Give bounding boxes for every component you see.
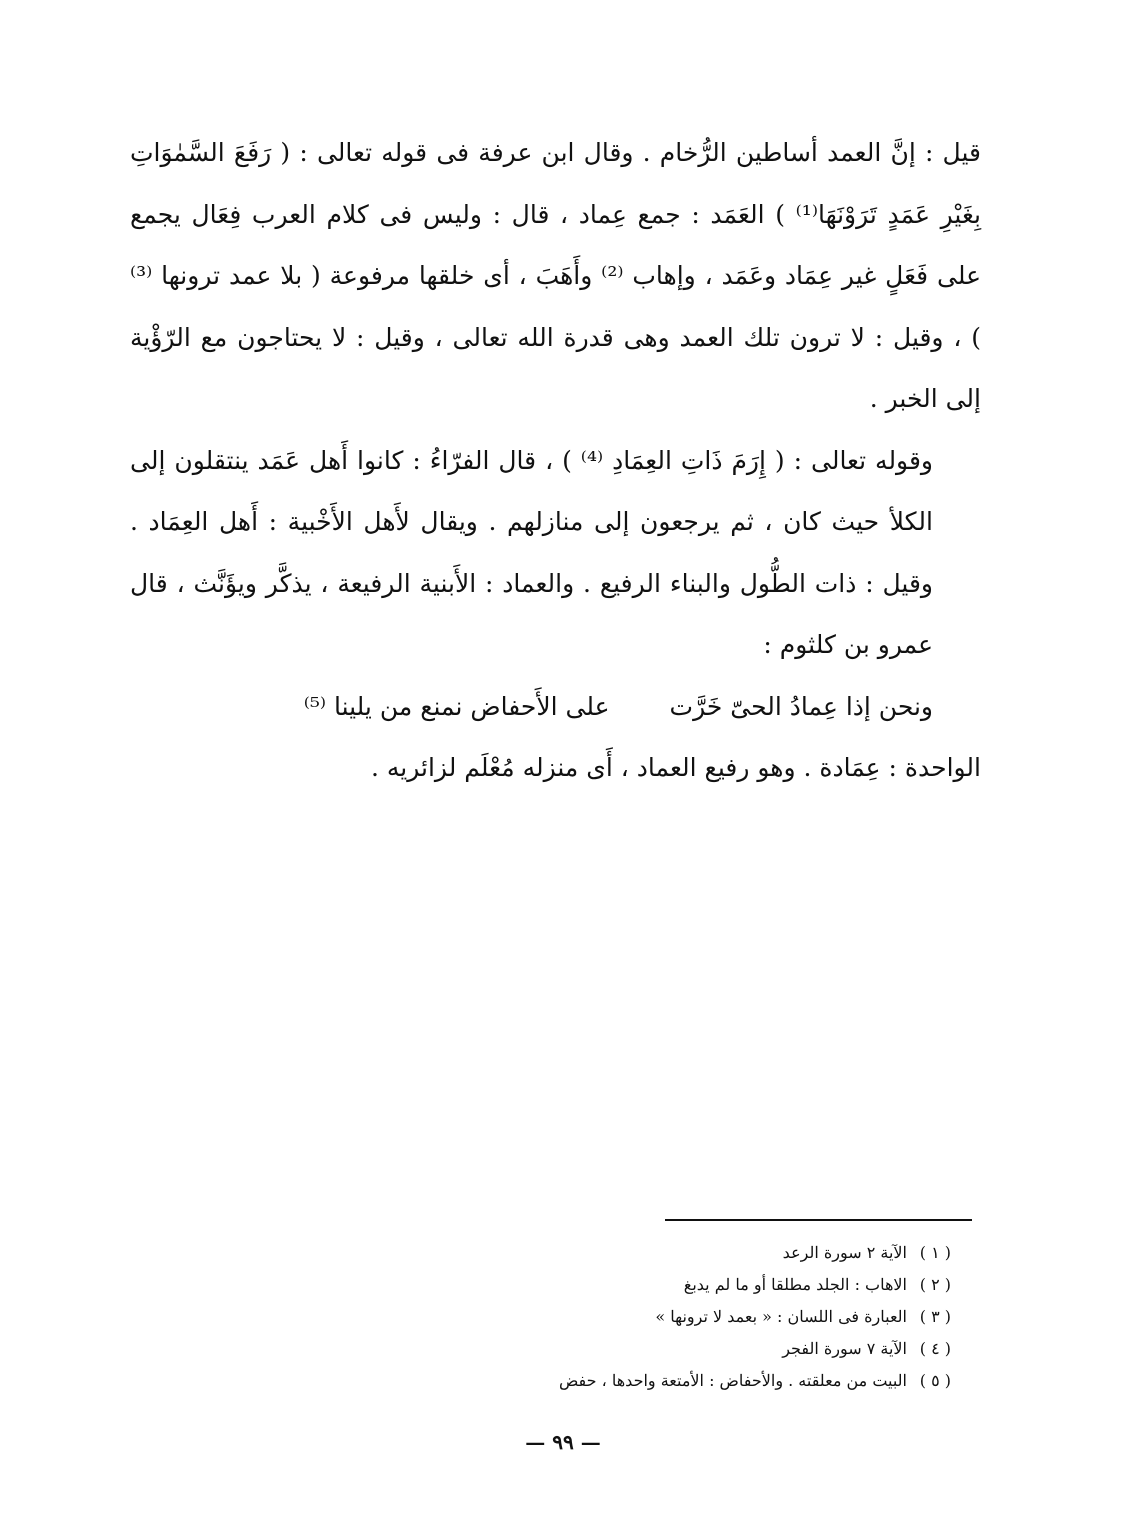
footnote-5 xyxy=(300,1365,951,1397)
footnote-3 xyxy=(300,1301,951,1333)
paragraph-1: قيل : إنَّ العمد أساطين الرُّخام . وقال ابن عرفة فى قوله تعالى : ( رَفَعَ السَّمٰوَاتِ بِغَيْرِ عَمَدٍ تَرَوْنَهَا⁽¹⁾ ) العَمَد : جمع عِماد ، قال : وليس فى كلام العرب فِعَال يجمع على فَعَلٍ غير عِمَاد وعَمَد ، وإهاب ⁽²⁾ وأَهَبَ ، أى خلقها مرفوعة ( بلا عمد ترونها ⁽³⁾ ) ، وقيل : لا ترون تلك العمد وهى قدرة الله تعالى ، وقيل : لا يحتاجون مع الرّؤْية إلى الخبر . xyxy=(130,138,982,413)
footnote-2 xyxy=(300,1269,951,1301)
verse-first-hemistich: ونحن إذا عِمادُ الحىّ خَرَّت xyxy=(669,691,933,721)
closing-paragraph: الواحدة : عِمَادة . وهو رفيع العماد ، أَى منزله مُعْلَم لزائريه . xyxy=(370,753,981,782)
paragraph-2: وقوله تعالى : ( إِرَمَ ذَاتِ العِمَادِ ⁽⁴⁾ ) ، قال الفرّاءُ : كانوا أَهل عَمَد ينتقلون إلى الكلأ حيث كان ، ثم يرجعون إلى منازلهم . ويقال لأَهل الأَخْبية : أَهل العِمَاد . وقيل : ذات الطُّول والبناء الرفيع . والعماد : الأَبنية الرفيعة ، يذكَّر ويؤَنَّث ، قال عمرو بن كلثوم : xyxy=(130,445,933,659)
main-text xyxy=(130,122,981,799)
footnotes-section xyxy=(300,1237,951,1397)
footnote-number: ( ٤ ) xyxy=(919,1339,951,1358)
footnote-text: البيت من معلقته . والأحفاض : الأمتعة واحدها ، حفض xyxy=(558,1371,907,1390)
footnote-number: ( ٢ ) xyxy=(919,1275,951,1294)
page-number: — ٩٩ — xyxy=(525,1430,601,1454)
footnote-text: العبارة فى اللسان : « بعمد لا ترونها » xyxy=(655,1307,907,1326)
footnote-text: الآية ٧ سورة الفجر xyxy=(782,1339,907,1358)
poetry-verse xyxy=(130,676,981,738)
footnote-1 xyxy=(300,1237,951,1269)
footnote-number: ( ١ ) xyxy=(919,1243,951,1262)
footnote-number: ( ٥ ) xyxy=(919,1371,951,1390)
footnote-divider xyxy=(665,1219,972,1221)
footnote-text: الآية ٢ سورة الرعد xyxy=(782,1243,907,1262)
footnote-4 xyxy=(300,1333,951,1365)
footnote-number: ( ٣ ) xyxy=(919,1307,951,1326)
verse-second-hemistich: على الأَحفاض نمنع من يلينا ⁽⁵⁾ xyxy=(303,691,610,721)
footnote-text: الاهاب : الجلد مطلقا أو ما لم يدبغ xyxy=(683,1275,907,1294)
